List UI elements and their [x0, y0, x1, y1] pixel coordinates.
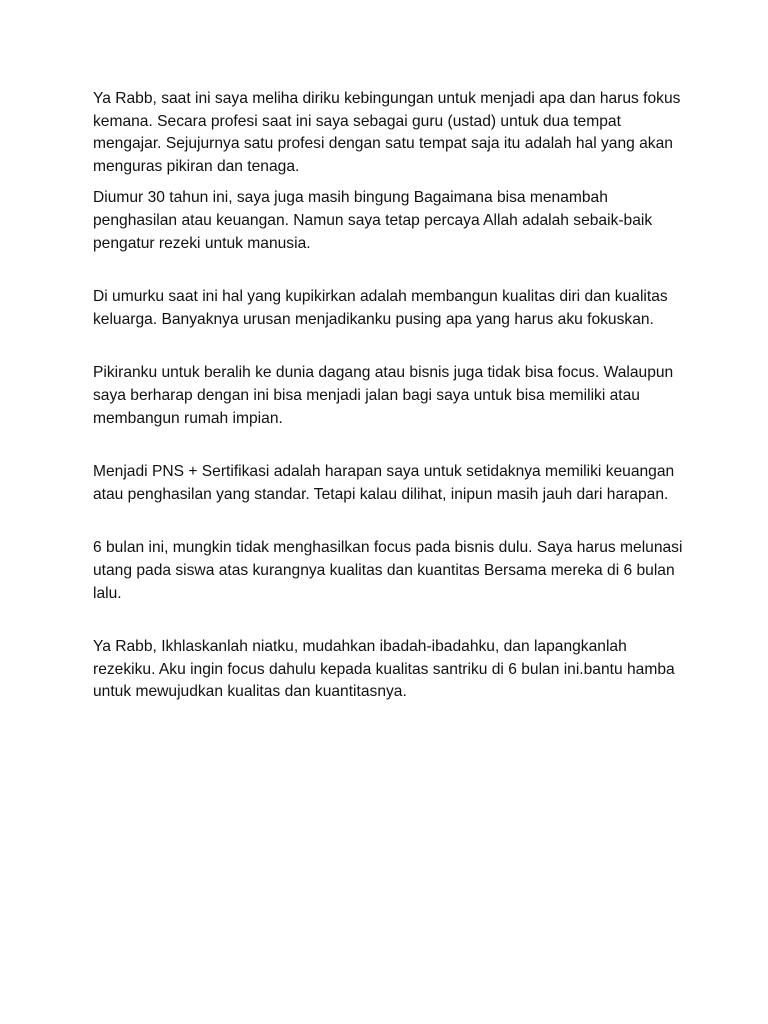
paragraph-7: Ya Rabb, Ikhlaskanlah niatku, mudahkan ibadah-ibadahku, dan lapangkanlah rezekiku. Aku ingin focus dahulu kepada kualitas santriku di 6 bulan ini.bantu hamba untuk mewujudkan kualitas dan kuantitasnya. [93, 638, 675, 701]
paragraph-spacer [93, 605, 683, 636]
paragraph-spacer [93, 255, 683, 286]
paragraph-3: Di umurku saat ini hal yang kupikirkan adalah membangun kualitas diri dan kualitas keluarga. Banyaknya urusan menjadikanku pusing apa yang harus aku fokuskan. [93, 288, 668, 328]
paragraph-spacer [93, 331, 683, 362]
paragraph-spacer [93, 178, 683, 187]
paragraph-2: Diumur 30 tahun ini, saya juga masih bingung Bagaimana bisa menambah penghasilan atau keuangan. Namun saya tetap percaya Allah adalah sebaik-baik pengatur rezeki untuk manusia. [93, 189, 653, 252]
paragraph-spacer [93, 430, 683, 461]
paragraph-4: Pikiranku untuk beralih ke dunia dagang atau bisnis juga tidak bisa focus. Walaupun saya berharap dengan ini bisa menjadi jalan bagi saya untuk bisa memiliki atau membangun rumah impian. [93, 364, 674, 427]
paragraph-5: Menjadi PNS + Sertifikasi adalah harapan saya untuk setidaknya memiliki keuangan atau penghasilan yang standar. Tetapi kalau dilihat, inipun masih jauh dari harapan. [93, 463, 675, 503]
paragraph-spacer [93, 506, 683, 537]
document-body [93, 88, 683, 704]
paragraph-6: 6 bulan ini, mungkin tidak menghasilkan focus pada bisnis dulu. Saya harus melunasi utang pada siswa atas kurangnya kualitas dan kuantitas Bersama mereka di 6 bulan lalu. [93, 539, 683, 602]
paragraph-1: Ya Rabb, saat ini saya meliha diriku kebingungan untuk menjadi apa dan harus fokus kemana. Secara profesi saat ini saya sebagai guru (ustad) untuk dua tempat mengajar. Sejujurnya satu profesi dengan satu tempat saja itu adalah hal yang akan menguras pikiran dan tenaga. [93, 90, 681, 175]
